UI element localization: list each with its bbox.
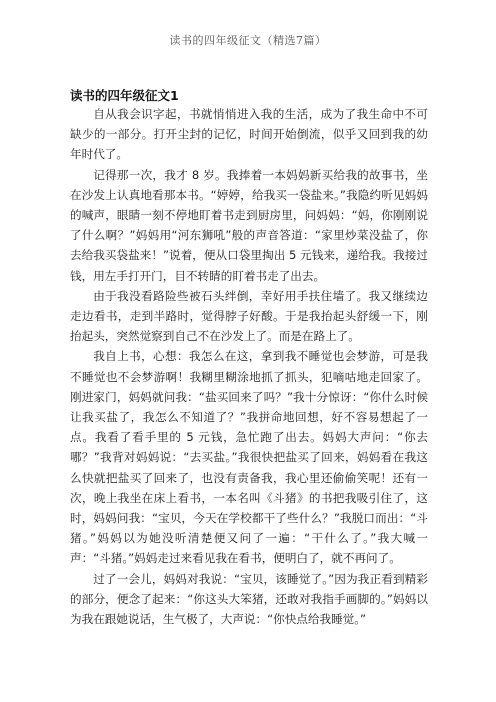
paragraph: 过了一会儿，妈妈对我说：“宝贝，该睡觉了。”因为我正看到精彩的部分，便念了起来：“你这头大笨猪，还敢对我指手画脚的。”妈妈以为我在跟她说话，生气极了，大声说：“你快点给我睡觉。” — [70, 571, 428, 627]
paragraph: 记得那一次，我才 8 岁。我捧着一本妈妈新买给我的故事书，坐在沙发上认真地看那本书。“婷婷，给我买一袋盐来。”我隐约听见妈妈的喊声，眼睛一刻不停地盯着书走到厨房里，问妈妈：“妈，你刚刚说了什么啊？”妈妈用“河东狮吼”般的声音答道：“家里炒菜没盐了，你去给我买袋盐来！”说着，便从口袋里掏出 5 元钱来，递给我。我接过钱，用左手打开门，目不转睛的盯着书走了出去。 — [70, 167, 428, 283]
article-title: 读书的四年级征文1 — [70, 88, 179, 103]
paragraph: 由于我没看路险些被石头绊倒，幸好用手扶住墙了。我又继续边走边看书，走到半路时，觉得脖子好酸。于是我抬起头舒缓一下，刚抬起头，突然觉察到自己不在沙发上了。而是在路上了。 — [70, 288, 428, 344]
page-header: 读书的四年级征文（精选7篇） — [169, 34, 327, 47]
paragraph: 自从我会识字起，书就悄悄进入我的生活，成为了我生命中不可缺少的一部分。打开尘封的记忆，时间开始倒流，似乎又回到我的幼年时代了。 — [70, 107, 428, 162]
article-body — [70, 104, 428, 629]
paragraph: 我自上书，心想：我怎么在这，拿到我不睡觉也会梦游，可是我不睡觉也不会梦游啊！我糊里糊涂地抓了抓头，犯嘀咕地走回家了。刚进家门，妈妈就问我：“盐买回来了吗？”我十分惊讶：“你什么时候让我买盐了，我怎么不知道了？”我拼命地回想，好不容易想起了一点。我看了看手里的 5 元钱，急忙跑了出去。妈妈大声问：“你去哪？”我背对妈妈说：“去买盐。”我很快把盐买了回来，妈妈看在我这么快就把盐买了回来了，也没有责备我，我心里还偷偷笑呢！还有一次，晚上我坐在床上看书，一本名叫《斗猪》的书把我吸引住了，这时，妈妈问我：“宝贝，今天在学校都干了些什么？”我脱口而出：“斗猪。”妈妈以为她没听清楚便又问了一遍：“干什么了。”我大喊一声：“斗猪。”妈妈走过来看见我在看书，便明白了，就不再问了。 — [70, 349, 428, 566]
